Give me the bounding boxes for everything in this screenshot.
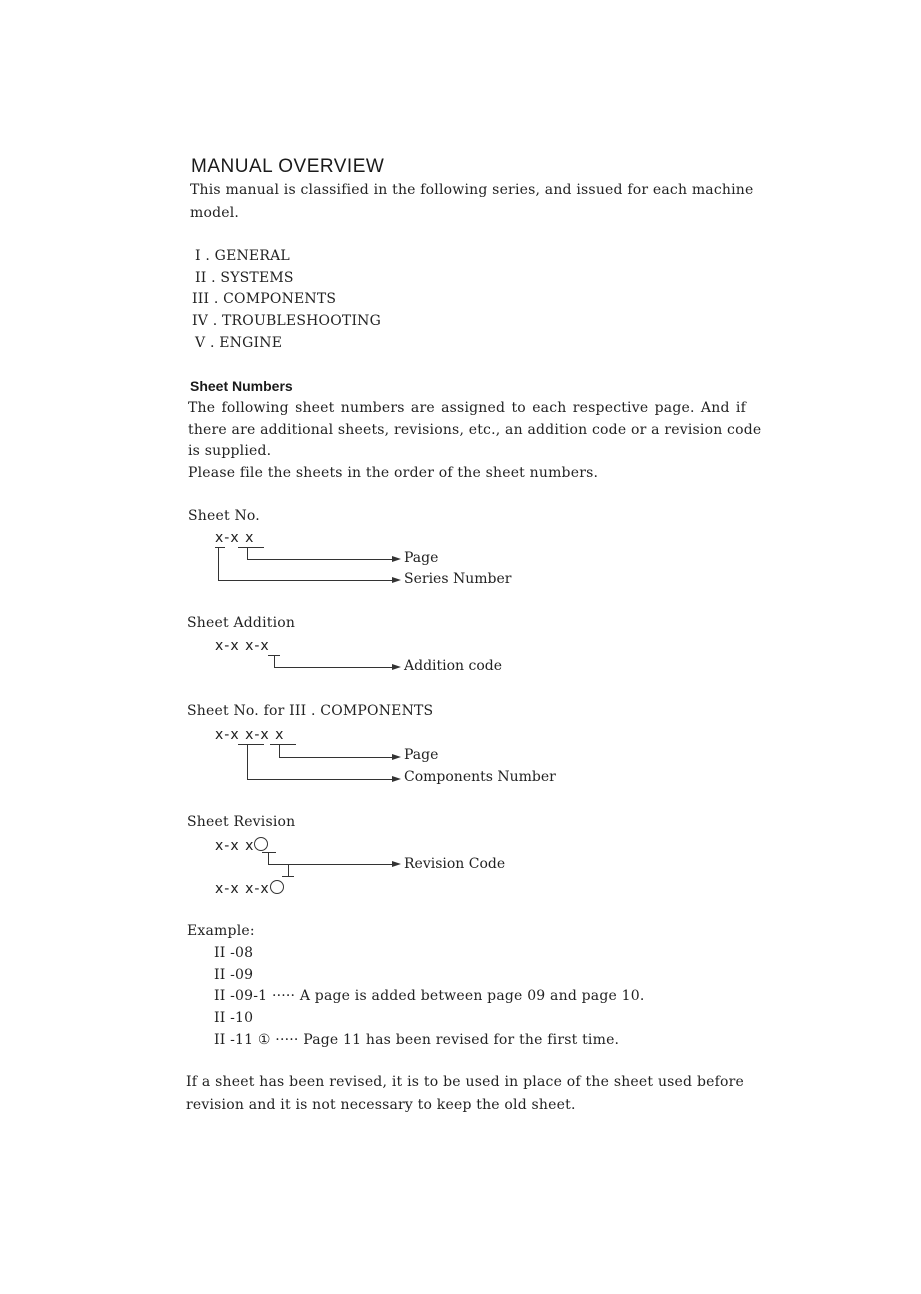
revision-circle-icon	[270, 880, 284, 894]
series-item: I . GENERAL	[195, 248, 290, 264]
series-item: V . ENGINE	[195, 335, 283, 351]
example-item: II -09-1 ····· A page is added between page 09 and page 10.	[214, 988, 645, 1004]
sheet-numbers-para-line: is supplied.	[188, 443, 272, 459]
series-item: III . COMPONENTS	[192, 291, 337, 307]
intro-line-1: This manual is classified in the following series, and issued for each machine	[190, 182, 754, 198]
example-item: II -09	[214, 967, 254, 983]
sheet-numbers-heading: Sheet Numbers	[190, 378, 293, 394]
example-item: II -08	[214, 945, 254, 961]
sheet-addition-code: x-x x-x	[215, 638, 270, 654]
sheet-components-label: Sheet No. for III . COMPONENTS	[187, 703, 434, 719]
sheet-revision-label: Sheet Revision	[187, 814, 296, 830]
sheet-numbers-para-line: Please file the sheets in the order of the sheet numbers.	[188, 465, 599, 481]
page-label: Page	[404, 747, 439, 763]
series-number-label: Series Number	[404, 571, 512, 587]
example-item: II -10	[214, 1010, 254, 1026]
closing-line-1: If a sheet has been revised, it is to be used in place of the sheet used before	[186, 1074, 744, 1090]
sheet-components-code: x-x x-x x	[215, 727, 285, 743]
example-item: II -11 ① ····· Page 11 has been revised for the first time.	[214, 1032, 620, 1048]
series-item: IV . TROUBLESHOOTING	[192, 313, 382, 329]
components-number-label: Components Number	[404, 769, 556, 785]
sheet-addition-label: Sheet Addition	[187, 615, 296, 631]
revision-circle-icon	[254, 837, 268, 851]
example-label: Example:	[187, 923, 255, 939]
series-item: II . SYSTEMS	[195, 270, 294, 286]
sheet-no-label: Sheet No.	[188, 508, 260, 524]
page-label: Page	[404, 550, 439, 566]
revision-code-label: Revision Code	[404, 856, 506, 872]
sheet-revision-code-2: x-x x-x	[215, 880, 284, 897]
closing-line-2: revision and it is not necessary to keep the old sheet.	[186, 1097, 576, 1113]
page-title: MANUAL OVERVIEW	[191, 156, 385, 177]
sheet-no-code: x-x x	[215, 530, 255, 546]
addition-code-label: Addition code	[404, 658, 503, 674]
sheet-numbers-para-line: The following sheet numbers are assigned to each respective page. And if	[188, 400, 746, 416]
sheet-numbers-para-line: there are additional sheets, revisions, etc., an addition code or a revision code	[188, 422, 762, 438]
sheet-revision-code-1: x-x x	[215, 837, 268, 854]
intro-line-2: model.	[190, 205, 240, 221]
